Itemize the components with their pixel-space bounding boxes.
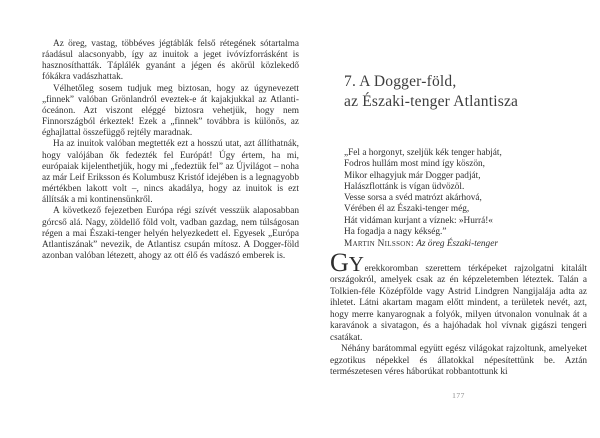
- verse-line: Hát vidáman kurjant a víznek: »Hurrá!«: [344, 215, 493, 226]
- page-number: 177: [452, 391, 465, 400]
- chapter-title: [344, 72, 589, 112]
- verse-line: Vesse sorsa a svéd matrózt akárhová,: [344, 193, 482, 204]
- epigraph-author: Martin Nilsson:: [344, 238, 414, 249]
- opening-paragraph-text: erekkoromban szerettem térképeket rajzolgatni kitalált országokról, amelyek csak az én képzeletemben léteztek. Talán a Tolkien-féle Középfölde vagy Astrid Lindgren Nangijalája adta az ihletet. Látni akartam magam előtt mindent, a területek nevét, azt, hogy merre kanyarognak a folyók, milyen útvonalon vonulnak át a karavánok a sivatagon, és a hajóhadak hol vívnak gigászi tengeri csatákat.: [330, 264, 587, 343]
- verse-line: Ha fogadja a nagy kékség.”: [344, 227, 447, 238]
- chapter-title-line-2: az Északi-tenger Atlantisza: [344, 93, 519, 110]
- left-page-text-block: [42, 39, 299, 262]
- verse-line: „Fel a horgonyt, szeljük kék tenger habját,: [344, 148, 502, 158]
- verse-line: Mikor elhagyjuk már Dogger padját,: [344, 170, 481, 181]
- right-page-text-block: [330, 250, 587, 379]
- left-paragraph: A következő fejezetben Európa régi szívét vesszük alaposabban górcső alá. Nagy, zöldellő föld volt, vadban gazdag, nem túlságosan régen a mai Északi-tenger helyén helyezkedett el. Egyesek „Európa Atlantiszának” nevezik, de Atlantisz csupán mítosz. A Dogger-föld azonban valóban létezett, ahogy az ott élő és vadászó emberek is.: [42, 206, 299, 261]
- raised-initial-y: Y: [348, 252, 364, 276]
- verse-line: Vérében él az Északi-tenger még,: [344, 204, 470, 215]
- verse-line: Fodros hullám most mind így köszön,: [344, 159, 486, 170]
- verse-line: Halászflottánk is vígan üdvözöl.: [344, 181, 465, 192]
- left-paragraph: Vélhetőleg sosem tudjuk meg biztosan, hogy az úgynevezett „finnek” valóban Grönlandról eveztek-e át kajakjukkal az Atlanti-óceánon. Azt viszont eléggé biztosra vehetjük, hogy nem Finnországból érkeztek! Ezek a „finnek” továbbra is különös, az éghajlattal összefüggő rejtély maradnak.: [42, 83, 299, 139]
- epigraph-attribution: [344, 239, 586, 250]
- raised-initial-g: G: [330, 248, 349, 277]
- epigraph-work-title: Az öreg Északi-tenger: [416, 238, 498, 249]
- epigraph-poem: [344, 148, 586, 250]
- left-paragraph: Ha az inuitok valóban megtették ezt a hosszú utat, azt állíthatnák, hogy valójában ők fedezték fel Európát! Úgy értem, ha mi, európaiak kijelenthetjük, hogy mi „fedeztük fel” az Újvilágot – noha az már Leif Eriksson és Kolumbusz Kristóf idejében is a legnagyobb mértékben lakott volt –, nincs akadálya, hogy az inuitok is ezt állítsák a mi kontinensünkről.: [42, 139, 299, 206]
- chapter-title-line-1: 7. A Dogger-föld,: [344, 73, 457, 90]
- body-paragraph: Néhány barátommal együtt egész világokat rajzoltunk, amelyeket egzotikus népekkel és állatokkal népesítettünk be. Aztán természetesen véres háborúkat robbantottunk ki: [330, 344, 587, 378]
- left-paragraph: Az öreg, vastag, többéves jégtáblák felső rétegének sótartalma ráadásul alacsonyabb, így az inuitok a jeget ivóvízforrásként is hasznosíthatták. Táplálék gyanánt a jégen és akörül közlekedő fókákra vadászhattak.: [42, 39, 299, 83]
- opening-paragraph: [330, 250, 587, 344]
